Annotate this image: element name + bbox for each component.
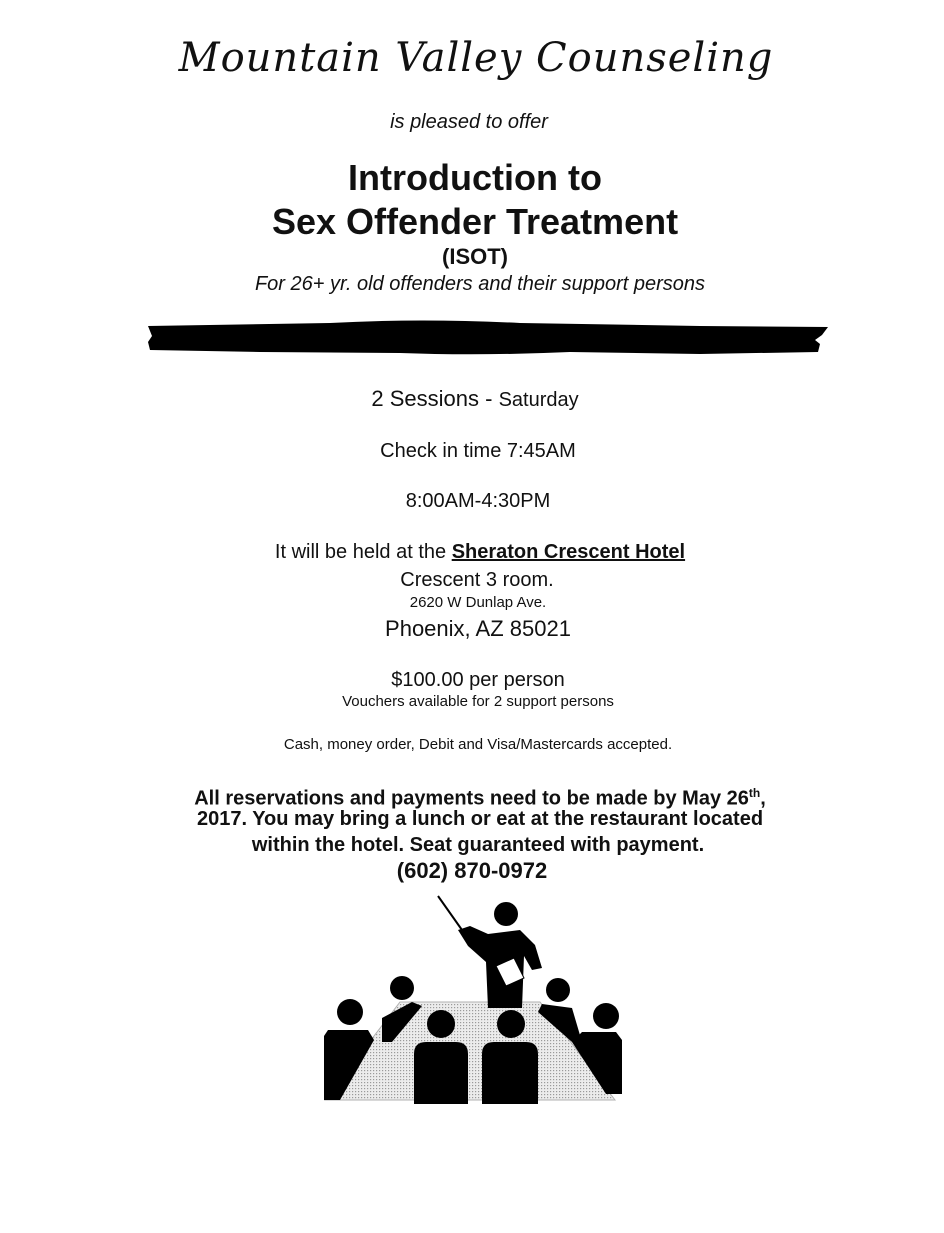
venue-street: 2620 W Dunlap Ave.	[409, 594, 547, 611]
sessions-line	[3, 388, 944, 410]
venue-intro: It will be held at the	[274, 541, 452, 563]
notice-comma: ,	[760, 787, 766, 810]
price: $100.00 per person	[391, 669, 565, 691]
course-title-line1: Introduction to	[348, 157, 602, 198]
vouchers: Vouchers available for 2 support persons	[342, 693, 614, 710]
venue-room: Crescent 3 room.	[400, 569, 554, 591]
notice-ordinal: th	[748, 786, 761, 800]
phone-number: (602) 870-0972	[396, 858, 548, 883]
organization-name: Mountain Valley Counseling	[178, 35, 774, 81]
payment-methods: Cash, money order, Debit and Visa/Mastercards accepted.	[283, 736, 673, 753]
course-abbreviation: (ISOT)	[442, 244, 508, 269]
session-hours: 8:00AM-4:30PM	[405, 490, 551, 512]
redaction-bar	[0, 0, 944, 380]
notice-deadline: All reservations and payments need to be made by May 26	[194, 787, 749, 810]
course-title-line2: Sex Offender Treatment	[271, 201, 679, 242]
sessions-count: 2 Sessions -	[371, 386, 493, 411]
classroom-presenter-icon	[310, 890, 630, 1110]
notice-line2: 2017. You may bring a lunch or eat at the restaurant located	[196, 808, 764, 830]
notice-line3: within the hotel. Seat guaranteed with payment.	[251, 834, 705, 856]
venue-hotel: Sheraton Crescent Hotel	[451, 541, 686, 563]
tagline: is pleased to offer	[390, 111, 548, 133]
venue-city: Phoenix, AZ 85021	[385, 616, 571, 641]
course-audience: For 26+ yr. old offenders and their support persons	[254, 273, 706, 295]
venue-line	[8, 542, 944, 562]
checkin-time: Check in time 7:45AM	[380, 440, 576, 462]
sessions-day: Saturday	[498, 389, 579, 411]
